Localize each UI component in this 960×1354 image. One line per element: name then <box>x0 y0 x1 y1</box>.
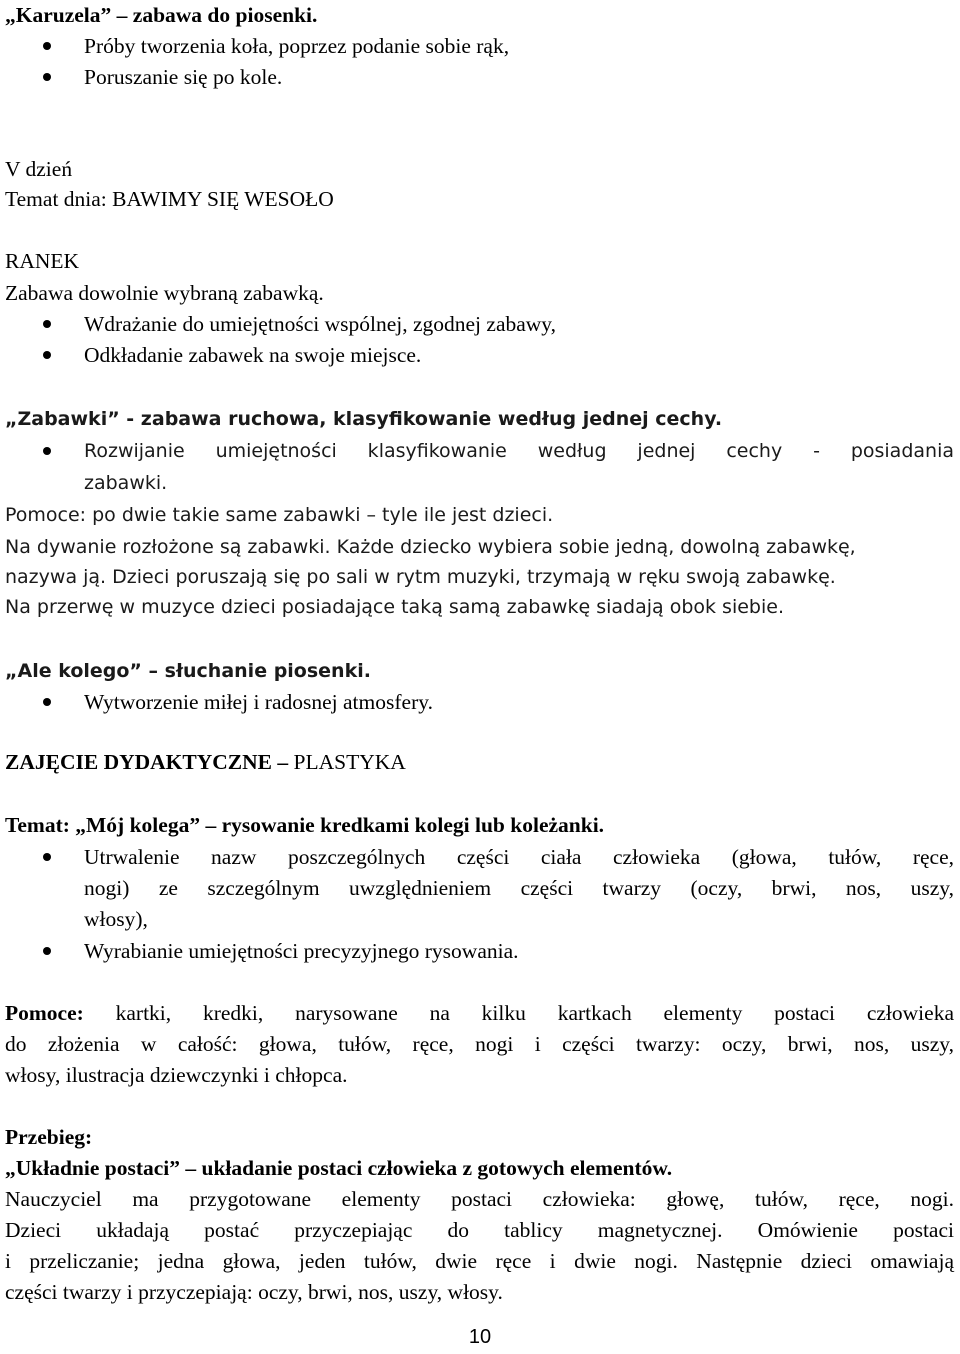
lesson-heading-subject: PLASTYKA <box>293 750 406 774</box>
bullet-dot <box>43 947 51 955</box>
list-item: Rozwijanie umiejętności klasyfikowanie według jednej cechy - posiadania <box>84 440 954 462</box>
section-heading-zabawki: „Zabawki” - zabawa ruchowa, klasyfikowanie według jednej cechy. <box>5 408 723 430</box>
list-item: Próby tworzenia koła, poprzez podanie sobie rąk, <box>84 34 510 58</box>
page-number: 10 <box>468 1326 492 1348</box>
bullet-dot <box>43 853 51 861</box>
morning-activity: Zabawa dowolnie wybraną zabawką. <box>5 281 324 305</box>
lesson-aids-line: do złożenia w całość: głowa, tułów, ręce, nogi i części twarzy: oczy, brwi, nos, uszy, <box>5 1032 954 1056</box>
list-item: Utrwalenie nazw poszczególnych części ciała człowieka (głowa, tułów, ręce, <box>84 845 954 869</box>
section-heading-karuzela: „Karuzela” – zabawa do piosenki. <box>5 3 318 27</box>
toys-description-line: Na przerwę w muzyce dzieci posiadające taką samą zabawkę siadają obok siebie. <box>5 596 784 618</box>
list-item: Wdrażanie do umiejętności wspólnej, zgodnej zabawy, <box>84 312 557 336</box>
course-text-line: Nauczyciel ma przygotowane elementy postaci człowieka: głowę, tułów, ręce, nogi. <box>5 1187 954 1211</box>
list-item: Odkładanie zabawek na swoje miejsce. <box>84 343 422 367</box>
lesson-heading <box>5 747 954 777</box>
bullet-dot <box>43 320 51 328</box>
course-text-line: Dzieci układają postać przyczepiając do tablicy magnetycznej. Omówienie postaci <box>5 1218 954 1242</box>
morning-label: RANEK <box>5 249 80 273</box>
lesson-aids-text: kartki, kredki, narysowane na kilku kartkach elementy postaci człowieka <box>83 1001 954 1025</box>
day-label: V dzień <box>5 157 73 181</box>
course-text-line: części twarzy i przyczepiają: oczy, brwi, nos, uszy, włosy. <box>5 1280 503 1304</box>
lesson-aids-label: Pomoce: <box>5 1001 84 1025</box>
list-item-continuation: zabawki. <box>84 472 168 494</box>
lesson-aids-line <box>5 998 954 1028</box>
section-heading-ale-kolego: „Ale kolego” – słuchanie piosenki. <box>5 660 371 682</box>
list-item: Wyrabianie umiejętności precyzyjnego rysowania. <box>84 939 519 963</box>
bullet-dot <box>43 447 51 455</box>
toys-aids: Pomoce: po dwie takie same zabawki – tyle ile jest dzieci. <box>5 504 554 526</box>
course-label: Przebieg: <box>5 1125 93 1149</box>
course-text-line: i przeliczanie; jedna głowa, jeden tułów, dwie ręce i dwie nogi. Następnie dzieci omawiają <box>5 1249 954 1273</box>
bullet-dot <box>43 698 51 706</box>
bullet-dot <box>43 351 51 359</box>
list-item-continuation: nogi) ze szczególnym uwzględnieniem części twarzy (oczy, brwi, nos, uszy, <box>84 876 954 900</box>
course-heading: „Układnie postaci” – układanie postaci człowieka z gotowych elementów. <box>5 1156 673 1180</box>
bullet-dot <box>43 42 51 50</box>
lesson-heading-bold: ZAJĘCIE DYDAKTYCZNE – <box>5 750 294 774</box>
list-item: Wytworzenie miłej i radosnej atmosfery. <box>84 690 433 714</box>
toys-description-line: Na dywanie rozłożone są zabawki. Każde dziecko wybiera sobie jedną, dowolną zabawkę, <box>5 536 856 558</box>
list-item-continuation: włosy), <box>84 907 148 931</box>
toys-description-line: nazywa ją. Dzieci poruszają się po sali w rytm muzyki, trzymają w ręku swoją zabawkę. <box>5 566 836 588</box>
lesson-aids-line: włosy, ilustracja dziewczynki i chłopca. <box>5 1063 348 1087</box>
bullet-dot <box>43 73 51 81</box>
lesson-topic: Temat: „Mój kolega” – rysowanie kredkami kolegi lub koleżanki. <box>5 813 605 837</box>
day-topic: Temat dnia: BAWIMY SIĘ WESOŁO <box>5 187 334 211</box>
list-item: Poruszanie się po kole. <box>84 65 283 89</box>
